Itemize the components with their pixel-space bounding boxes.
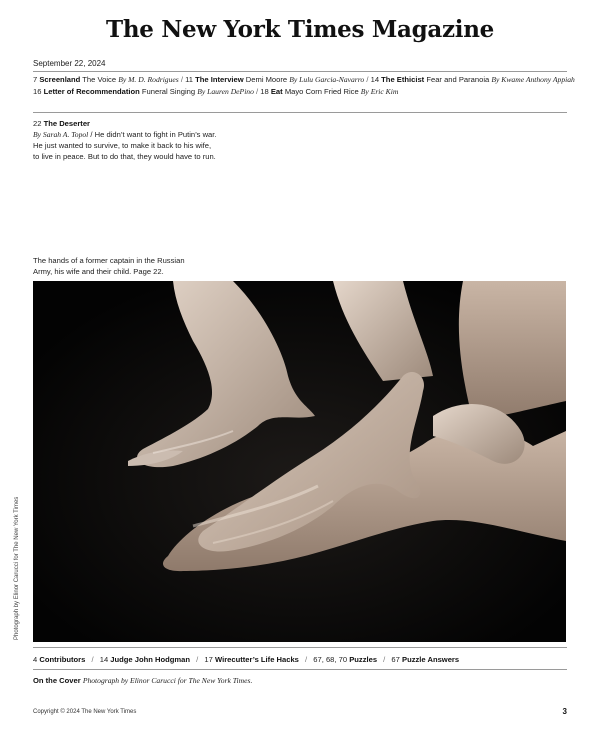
issue-date: September 22, 2024 [33, 59, 106, 68]
toc-line-1 [33, 75, 575, 84]
feature-title: The Deserter [43, 119, 91, 128]
divider [33, 112, 567, 113]
toc-separator: / [256, 87, 259, 96]
feature-story[interactable] [33, 118, 218, 162]
toc-entry[interactable]: 67, 68, 70 Puzzles [313, 655, 378, 664]
toc-separator: / [91, 655, 94, 664]
divider [33, 669, 567, 670]
toc-line-2 [33, 87, 398, 96]
cover-credit: Photograph by Elinor Carucci for The New York Times. [82, 676, 253, 685]
hands-photo-illustration [33, 281, 566, 642]
toc-separator: / [383, 655, 386, 664]
toc-separator: / [305, 655, 308, 664]
feature-dek: He didn’t want to fight in Putin’s war. He just wanted to survive, to make it back to his wife, to live in peace. But to do that, they would have to run. [33, 130, 217, 161]
divider [33, 71, 567, 72]
toc-entry[interactable]: 17 Wirecutter’s Life Hacks [204, 655, 299, 664]
toc-entry[interactable]: 11 The Interview Demi Moore By Lulu Garcia-Navarro [185, 75, 365, 84]
cover-label: On the Cover [33, 676, 81, 685]
toc-separator: / [196, 655, 199, 664]
feature-page: 22 [33, 119, 42, 128]
toc-separator: / [366, 75, 369, 84]
toc-entry[interactable]: 4 Contributors [33, 655, 86, 664]
divider [33, 647, 567, 648]
toc-separator: / [90, 130, 93, 139]
page-number: 3 [562, 707, 567, 716]
magazine-masthead: The New York Times Magazine [106, 16, 494, 43]
toc-entry[interactable]: 16 Letter of Recommendation Funeral Singing By Lauren DePino [33, 87, 254, 96]
toc-entry[interactable]: 14 Judge John Hodgman [99, 655, 191, 664]
toc-entry[interactable]: 67 Puzzle Answers [391, 655, 460, 664]
cover-photo [33, 281, 566, 642]
toc-separator: / [180, 75, 183, 84]
cover-note [33, 676, 252, 685]
photo-caption: The hands of a former captain in the Russian Army, his wife and their child. Page 22. [33, 256, 185, 276]
bottom-toc [33, 655, 459, 664]
toc-entry[interactable]: 7 Screenland The Voice By M. D. Rodrigues [33, 75, 179, 84]
photo-credit: Photograph by Elinor Carucci for The New York Times [14, 496, 20, 640]
toc-entry[interactable]: 18 Eat Mayo Corn Fried Rice By Eric Kim [260, 87, 399, 96]
copyright: Copyright © 2024 The New York Times [33, 709, 137, 715]
feature-byline: By Sarah A. Topol [33, 130, 89, 139]
toc-entry[interactable]: 14 The Ethicist Fear and Paranoia By Kwame Anthony Appiah [370, 75, 575, 84]
